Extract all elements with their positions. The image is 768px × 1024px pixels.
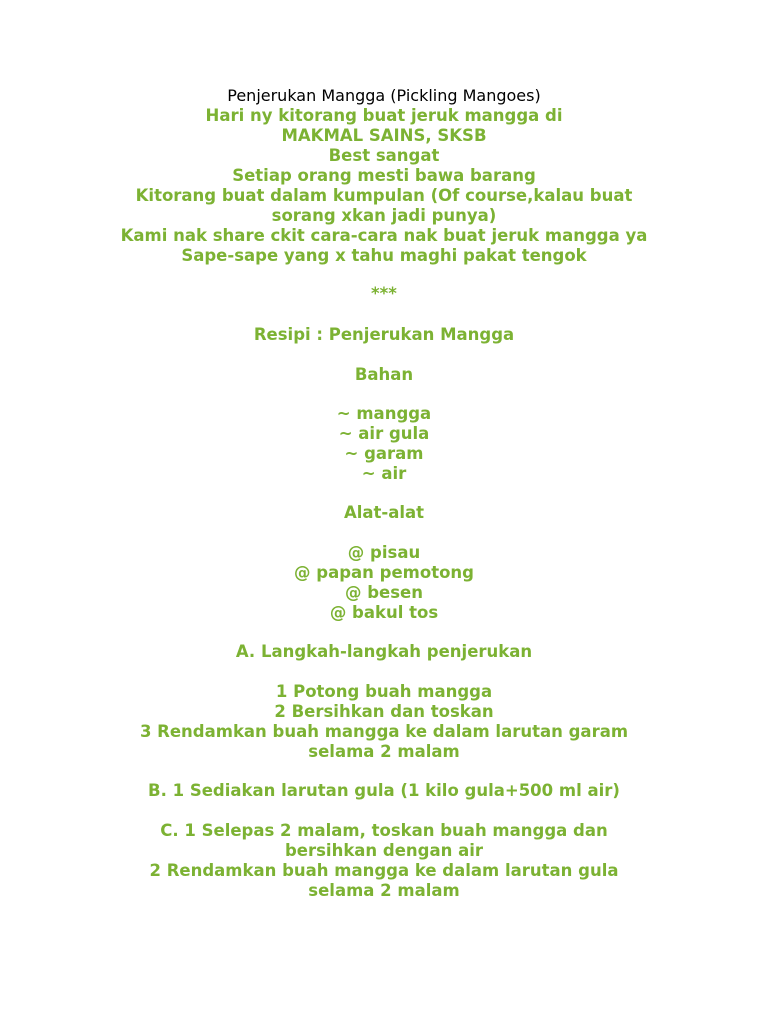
ingredient-item: ~ air gula — [338, 424, 430, 443]
intro-line: Hari ny kitorang buat jeruk mangga di — [205, 106, 563, 125]
recipe-title: Resipi : Penjerukan Mangga — [253, 325, 515, 344]
section-a-step: 3 Rendamkan buah mangga ke dalam larutan garam — [139, 722, 629, 741]
section-a-step: 1 Potong buah mangga — [275, 682, 493, 701]
section-c-step: 2 Rendamkan buah mangga ke dalam larutan gula — [149, 861, 619, 880]
section-b-step: B. 1 Sediakan larutan gula (1 kilo gula+500 ml air) — [148, 781, 620, 800]
document-title: Penjerukan Mangga (Pickling Mangoes) — [227, 86, 541, 105]
tool-item: @ besen — [344, 583, 423, 602]
section-c-step: selama 2 malam — [308, 881, 460, 900]
intro-line: MAKMAL SAINS, SKSB — [281, 126, 487, 145]
intro-line: Kami nak share ckit cara-cara nak buat jeruk mangga ya — [120, 226, 648, 245]
tool-item: @ papan pemotong — [294, 563, 474, 582]
ingredient-item: ~ mangga — [336, 404, 432, 423]
section-c-step: C. 1 Selepas 2 malam, toskan buah mangga dan — [160, 821, 608, 840]
intro-line: Setiap orang mesti bawa barang — [232, 166, 536, 185]
separator: *** — [371, 284, 397, 303]
ingredients-heading: Bahan — [354, 365, 414, 384]
tool-item: @ pisau — [347, 543, 421, 562]
intro-line: Best sangat — [328, 146, 440, 165]
tools-heading: Alat-alat — [343, 503, 425, 522]
intro-line: Sape-sape yang x tahu maghi pakat tengok — [181, 246, 587, 265]
section-a-step: selama 2 malam — [308, 742, 460, 761]
ingredient-item: ~ garam — [344, 444, 424, 463]
section-a-heading: A. Langkah-langkah penjerukan — [235, 642, 533, 661]
tool-item: @ bakul tos — [329, 603, 439, 622]
section-a-step: 2 Bersihkan dan toskan — [274, 702, 494, 721]
section-c-step: bersihkan dengan air — [284, 841, 484, 860]
intro-line: sorang xkan jadi punya) — [271, 206, 497, 225]
ingredient-item: ~ air — [361, 464, 407, 483]
intro-line: Kitorang buat dalam kumpulan (Of course,kalau buat — [135, 186, 633, 205]
